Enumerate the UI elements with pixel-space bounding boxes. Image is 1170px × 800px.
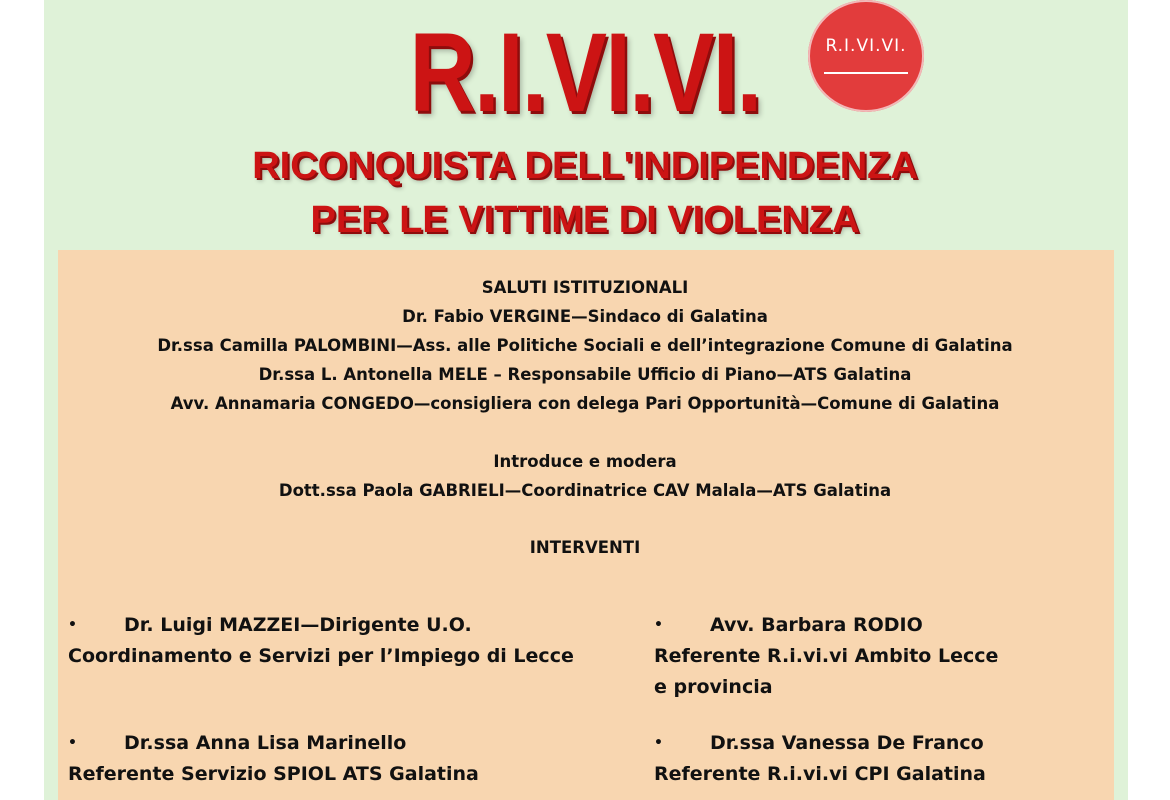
logo-underline [824,72,908,74]
bullet-icon: • [654,617,663,633]
speaker-entry [68,610,574,672]
bullet-icon: • [68,735,77,751]
saluti-line: Avv. Annamaria CONGEDO—consigliera con delega Pari Opportunità—Comune di Galatina [170,394,1000,413]
saluti-line: Dr. Fabio VERGINE—Sindaco di Galatina [402,307,768,326]
speaker-entry [68,728,479,790]
speaker-name: Dr. Luigi MAZZEI—Dirigente U.O. [124,614,472,636]
bullet-icon: • [68,617,77,633]
speaker-role: Referente R.i.vi.vi CPI Galatina [654,763,986,785]
speaker-role: Coordinamento e Servizi per l’Impiego di Lecce [68,645,574,667]
main-title: R.I.VI.VI. [409,10,761,135]
saluti-heading: SALUTI ISTITUZIONALI [481,278,689,297]
moderator-heading: Introduce e modera [493,452,677,471]
subtitle-line-2: PER LE VITTIME DI VIOLENZA [310,199,860,241]
logo-text: R.I.VI.VI. [825,36,907,56]
speaker-name: Dr.ssa Anna Lisa Marinello [124,732,407,754]
speaker-entry [654,610,998,703]
saluti-line: Dr.ssa Camilla PALOMBINI—Ass. alle Politiche Sociali e dell’integrazione Comune di Galatina [157,336,1013,355]
speaker-name: Dr.ssa Vanessa De Franco [710,732,984,754]
rivivi-logo [808,0,924,112]
speaker-role: Referente Servizio SPIOL ATS Galatina [68,763,479,785]
speaker-role: Referente R.i.vi.vi Ambito Lecce [654,645,999,667]
saluti-line: Dr.ssa L. Antonella MELE – Responsabile Ufficio di Piano—ATS Galatina [258,365,912,384]
speaker-entry [654,728,986,790]
interventi-heading: INTERVENTI [529,538,641,557]
moderator-line: Dott.ssa Paola GABRIELI—Coordinatrice CAV Malala—ATS Galatina [278,481,892,500]
speaker-role: e provincia [654,676,773,698]
bullet-icon: • [654,735,663,751]
subtitle-line-1: RICONQUISTA DELL'INDIPENDENZA [252,145,918,187]
speaker-name: Avv. Barbara RODIO [710,614,923,636]
